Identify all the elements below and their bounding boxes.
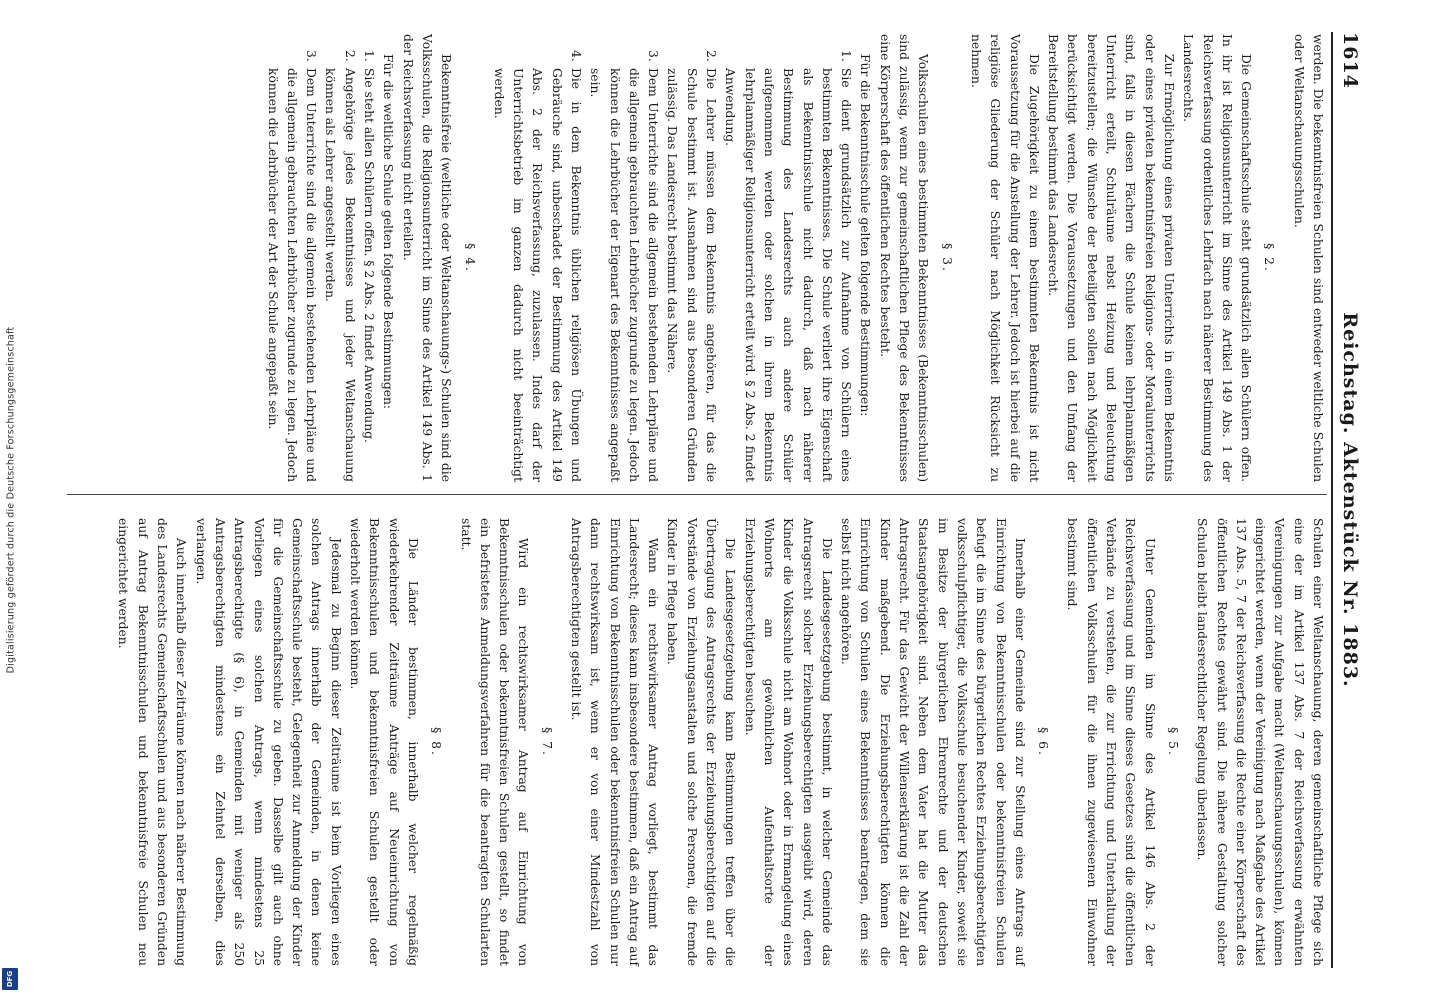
paragraph: Volksschulen eines bestimmten Bekenntnisses (Bekenntnisschulen) sind zulässig, wenn zur gemeinschaftlichen Pflege des Bekenntnisses eine Körperschaft des öffentlichen Rechtes besteht. [877,34,931,482]
dfg-logo-icon: DFG [2,968,18,990]
section-heading: § 7. [539,727,554,757]
section-heading: § 8. [429,727,444,757]
paragraph: Bekenntnisfreie (weltliche oder Weltanschauungs-) Schulen sind die Volksschulen, die Religionsunterricht im Sinne des Artikel 149 Abs. 1 der Reichsverfassung nicht erteilen. [400,34,454,482]
sidebar [0,0,22,1000]
paragraph: Die Gemeinschaftsschule steht grundsätzlich allen Schülern offen. In ihr ist Religionsunterricht im Sinne des Artikel 149 Abs. 1 der Reichsverfassung ordentliches Lehrfach nach näherer Bestimmung des Landesrechts. [1181,34,1254,482]
paragraph: Unter Gemeinden im Sinne des Artikel 146 Abs. 2 der Reichsverfassung und im Sinne dieses Gesetzes sind die öffentlichen Verbände zu verstehen, die zur Errichtung und Unterhaltung der öffentlichen Volksschulen für die ihnen zugewiesenen Einwohner bestimmt sind. [1065,518,1157,966]
page-title: Reichstag. Aktenstück Nr. 1883. [1339,312,1361,688]
page-number: 1614 [1339,32,1361,89]
page-header [1331,32,1363,968]
list-item: 2.Die Lehrer müssen dem Bekenntnis angehören, für das die Schule bestimmt ist. Ausnahmen sind aus besonderen Gründen zulässig. Das Landesrecht bestimmt das Nähere. [665,50,719,482]
section-heading: § 3. [939,243,954,273]
paragraph: werden. Die bekenntnisfreien Schulen sind entweder weltliche Schulen oder Weltanschauungsschulen. [1291,34,1325,482]
list-item: 3.Dem Unterrichte sind die allgemein bestehenden Lehrpläne und die allgemein gebrauchten Lehrbücher zugrunde zu legen. Jedoch können die Lehrbücher der Eigenart des Bekenntnisses angepaßt sein. [588,50,661,482]
section-heading: § 4. [462,243,477,273]
column-divider [67,494,1327,495]
section-heading: § 2. [1262,243,1277,273]
paragraph: Die Länder bestimmen, innerhalb welcher regelmäßig wiederkehrender Zeiträume Anträge auf Neueinrichtung von Bekenntnisschulen und bekenntnisfreien Schulen gestellt oder wiederholt werden können. [348,518,420,966]
list-item: 4.Die in dem Bekenntnis üblichen religiösen Übungen und Gebräuche sind, unbeschadet der Bestimmung des Artikel 149 Abs. 2 der Reichsverfassung, zuzulassen. Indes darf der Unterrichtsbetrieb im ganzen dadurch nicht beeinträchtigt werden. [491,50,584,482]
paragraph: Zur Ermöglichung eines privaten Unterrichts in einem Bekenntnis oder eines privaten bekenntnisfreien Religions- oder Moralunterrichts sind, falls in diesen Fächern die Schule keinen lehrplanmäßigen Unterricht erteilt, Schulräume nebst Heizung und Beleuchtung bereitzustellen; die Wünsche der Beteiligten sollen nach Möglichkeit berücksichtigt werden. Die Voraussetzungen und den Umfang der Bereitstellung bestimmt das Landesrecht. [1046,34,1176,482]
paragraph: Schulen einer Weltanschauung, deren gemeinschaftliche Pflege sich eine der im Artikel 137 Abs. 7 der Reichsverfassung erwähnten Vereinigungen zur Aufgabe macht (Weltanschauungsschulen), können eingerichtet werden, wenn der Vereinigung nach Maßgabe des Artikel 137 Abs. 5, 7 der Reichsverfassung die Rechte einer Körperschaft des öffentlichen Rechtes gewährt sind. Die nähere Gestaltung solcher Schulen bleibt landesrechtlicher Regelung überlassen. [1195,518,1325,966]
list-item: 1.Sie steht allen Schülern offen. § 2 Abs. 2 findet Anwendung. [362,50,377,443]
attribution-text: Digitalisierung gefördert durch die Deutsche Forschungsgemeinschaft [5,326,17,674]
right-column [113,518,1327,966]
paragraph: Innerhalb einer Gemeinde sind zur Stellung eines Antrags auf Einrichtung von Bekenntnisschulen oder bekenntnisfreien Schulen befugt die im Sinne des bürgerlichen Rechtes Erziehungsberechtigten volksschulpflichtiger, die Volksschule besuchender Kinder, soweit sie im Besitze der bürgerlichen Ehrenrechte und der deutschen Staatsangehörigkeit sind. Neben dem Vater hat die Mutter das Antragsrecht. Für das Gewicht der Willenserklärung ist die Zahl der Kinder maßgebend. Die Erziehungsberechtigten können die Einrichtung von Schulen eines Bekenntnisses beantragen, dem sie selbst nicht angehören. [839,518,1027,966]
document-page [53,20,1367,980]
paragraph: Die Landesgesetzgebung bestimmt, in welcher Gemeinde das Antragsrecht solcher Erziehungsberechtigten ausgeübt wird, deren Kinder die Volksschule nicht am Wohnort oder in Ermangelung eines Wohnorts am gewöhnlichen Aufenthaltsorte der Erziehungsberechtigten besuchen. [742,518,834,966]
list-item: 3.Dem Unterrichte sind die allgemein bestehenden Lehrpläne und die allgemein gebrauchten Lehrbücher zugrunde zu legen. Jedoch können die Lehrbücher der Art der Schule angepaßt sein. [265,50,319,482]
paragraph: Die Zugehörigkeit zu einem bestimmten Bekenntnis ist nicht Voraussetzung für die Anstellung der Lehrer. Jedoch ist hierbei auf die religiöse Gliederung der Schüler nach Möglichkeit Rücksicht zu nehmen. [968,34,1041,482]
paragraph: Wann ein rechtswirksamer Antrag vorliegt, bestimmt das Landesrecht; dieses kann insbesondere bestimmen, daß ein Antrag auf Einrichtung von Bekenntnisschulen oder bekenntnisfreien Schulen nur dann rechtswirksam ist, wenn er von einer Mindestzahl von Antragsberechtigten gestellt ist. [569,518,661,966]
paragraph: Wird ein rechtswirksamer Antrag auf Einrichtung von Bekenntnisschulen oder bekenntnisfreien Schulen gestellt, so findet ein befristetes Anmeldungsverfahren für die beantragten Schularten statt. [458,518,531,966]
list-item: 1.Sie dient grundsätzlich zur Aufnahme von Schülern eines bestimmten Bekenntnisses. Die Schule verliert ihre Eigenschaft als Bekenntnisschule nicht dadurch, daß nach näherer Bestimmung des Landesrechts auch andere Schüler aufgenommen werden oder solchen in ihrem Bekenntnis lehrplanmäßiger Religionsunterricht erteilt wird. § 2 Abs. 2 findet Anwendung. [723,50,854,482]
paragraph: Für die Bekenntnisschule gelten folgende Bestimmungen: [858,54,873,417]
paragraph: Für die weltliche Schule gelten folgende Bestimmungen: [381,54,396,410]
section-heading: § 5. [1165,727,1180,757]
left-column [262,34,1327,482]
paragraph: Auch innerhalb dieser Zeiträume können nach näherer Bestimmung des Landesrechts Gemeinschaftsschulen und aus besonderen Gründen auf Antrag Bekenntnisschulen und bekenntnisfreie Schulen neu eingerichtet werden. [116,518,189,966]
paragraph: Jedesmal zu Beginn dieser Zeiträume ist beim Vorliegen eines solchen Antrags innerhalb der Gemeinden, in denen keine Gemeinschaftsschule besteht, Gelegenheit zur Anmeldung der Kinder für die Gemeinschaftsschule zu geben. Dasselbe gilt auch ohne Vorliegen eines solchen Antrags, wenn mindestens 25 Antragsberechtigte (§ 6), in Gemeinden mit weniger als 250 Antragsberechtigten mindestens ein Zehntel derselben, dies verlangen. [193,518,343,966]
paragraph: Die Landesgesetzgebung kann Bestimmungen treffen über die Übertragung des Antragsrechts der Erziehungsberechtigten auf die Vorstände von Erziehungsanstalten und solche Personen, die fremde Kinder in Pflege haben. [665,518,738,966]
list-item: 2.Angehörige jedes Bekenntnisses und jeder Weltanschauung können als Lehrer angestellt werden. [323,50,357,482]
section-heading: § 6. [1036,727,1051,757]
